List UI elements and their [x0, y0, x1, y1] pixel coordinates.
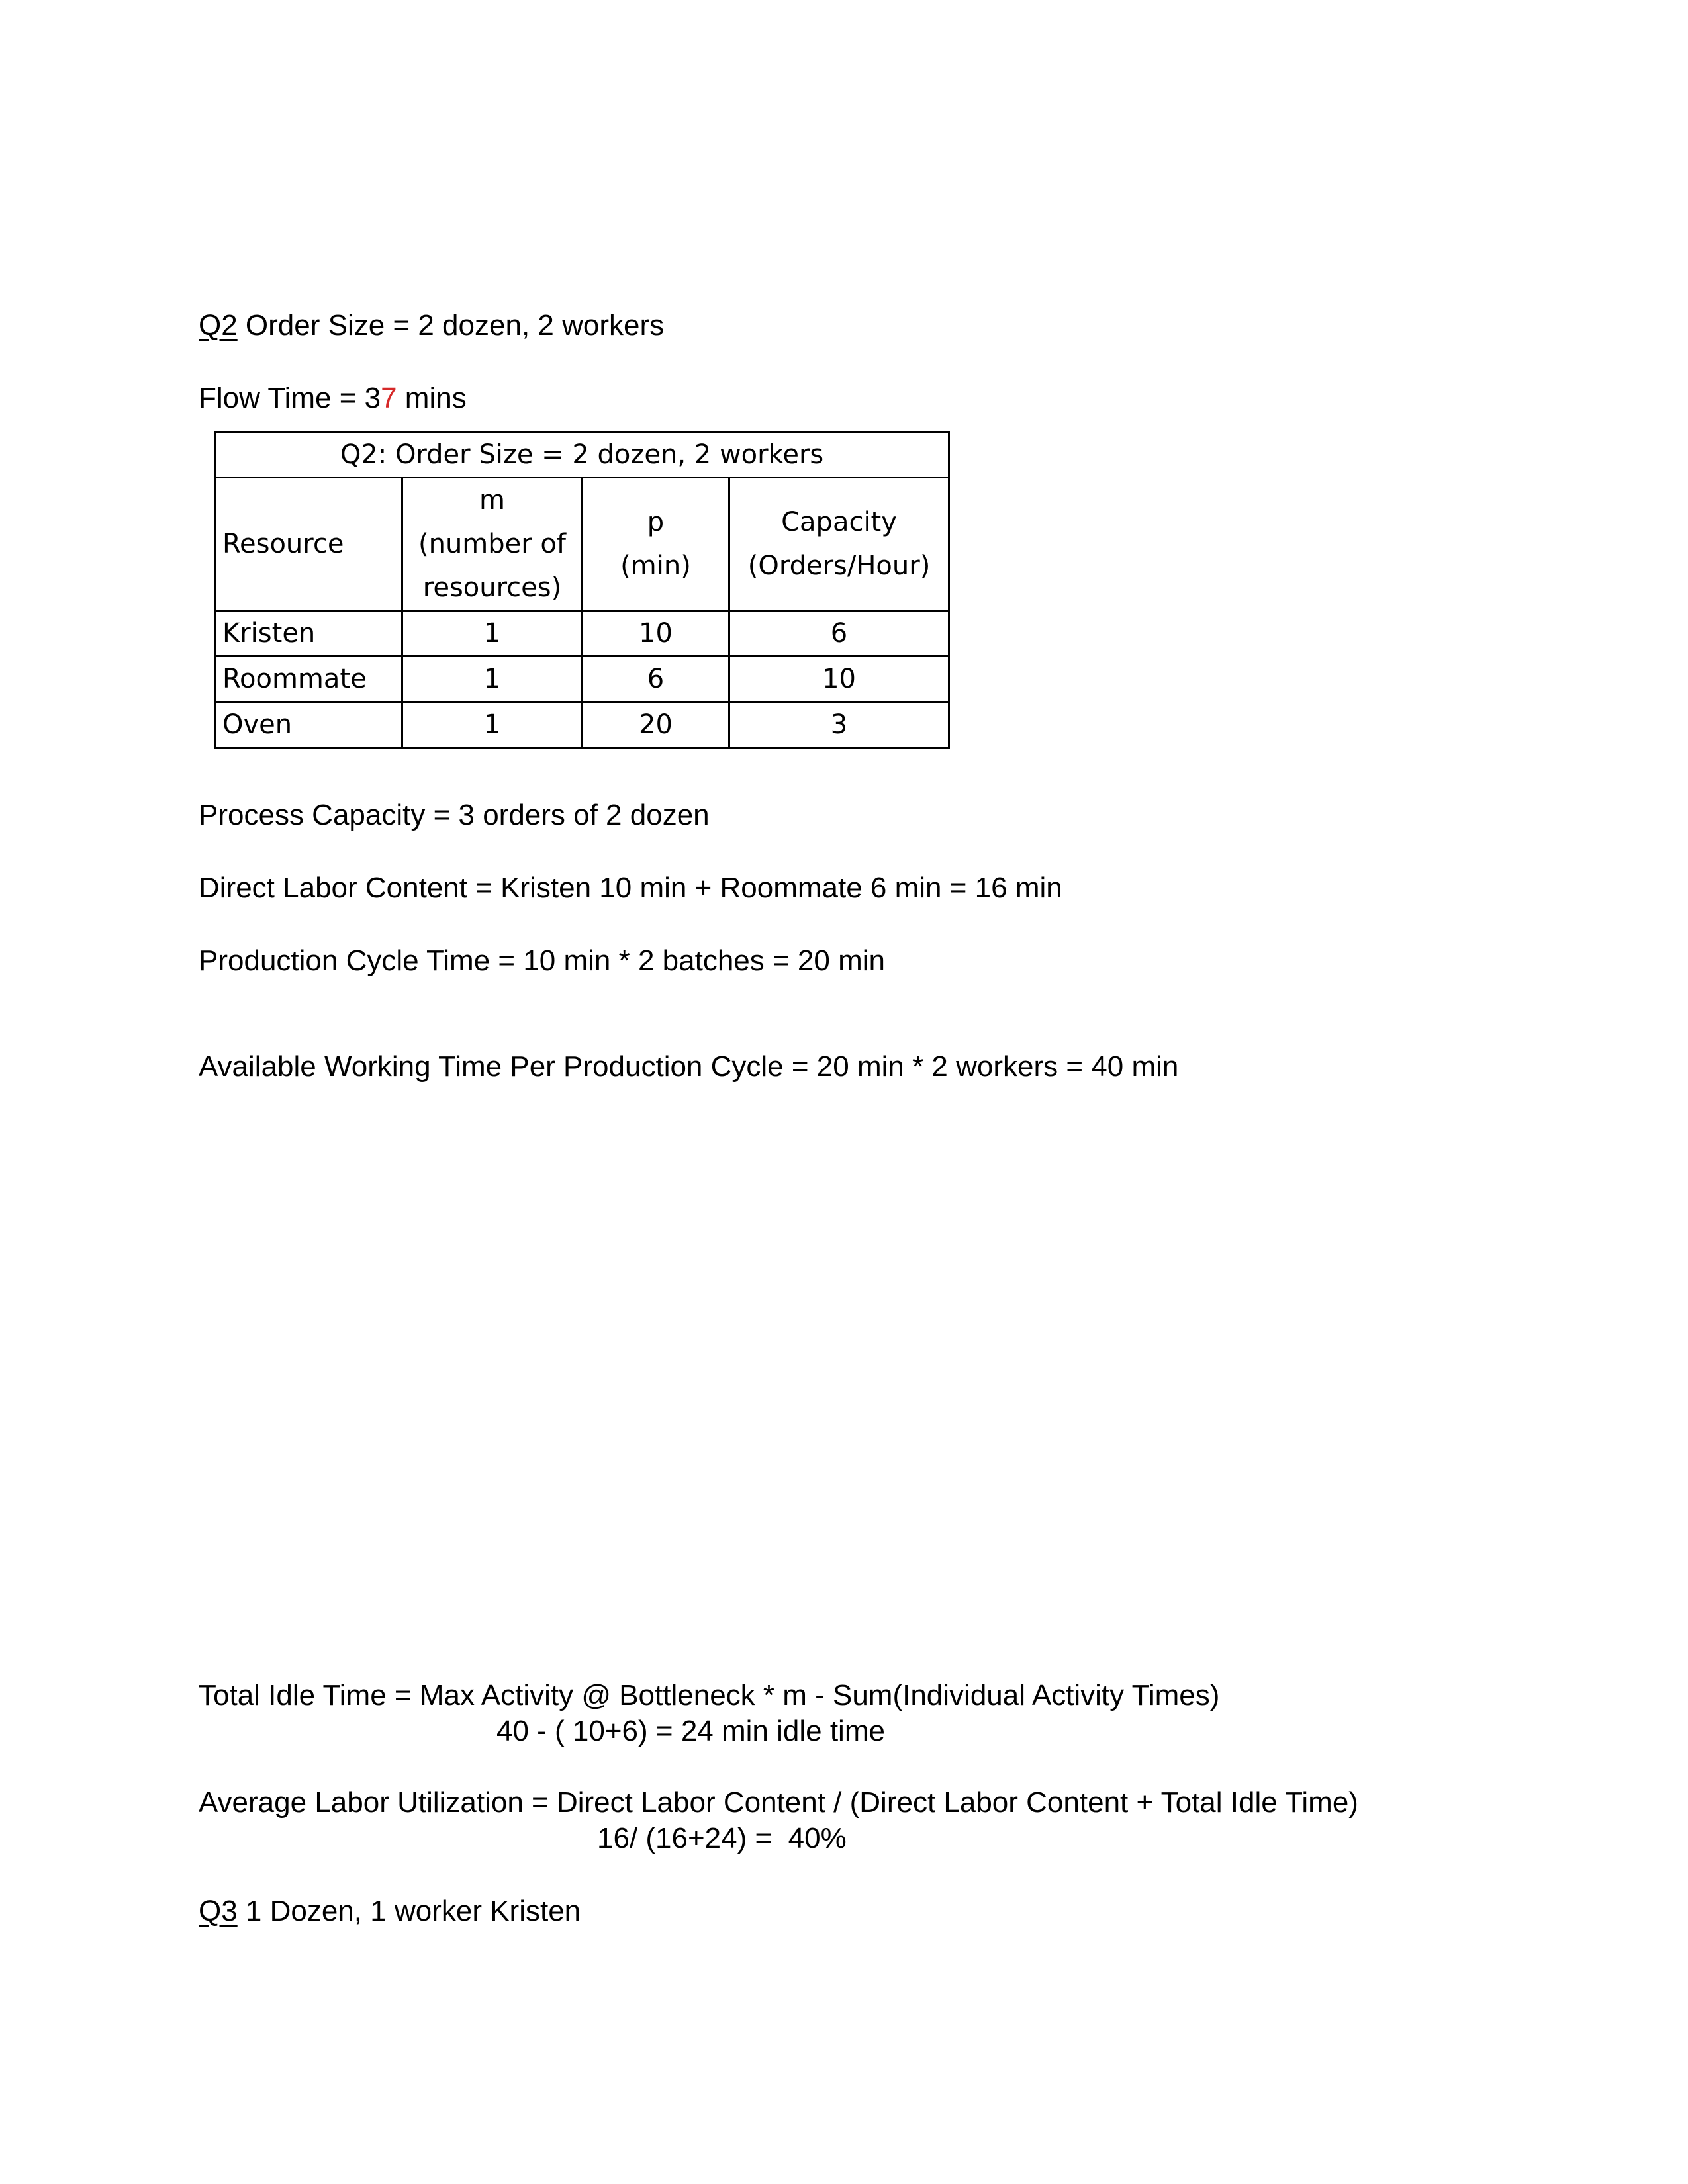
- q3-label: Q3: [199, 1895, 238, 1927]
- production-cycle-time: Production Cycle Time = 10 min * 2 batches = 20 min: [199, 944, 885, 977]
- cell-resource: Roommate: [215, 657, 402, 702]
- cell-capacity: 3: [729, 702, 949, 748]
- cell-m: 1: [402, 702, 583, 748]
- header-capacity: Capacity (Orders/Hour): [729, 478, 949, 611]
- flow-time-prefix: Flow Time = 3: [199, 382, 381, 414]
- q2-heading-text: Order Size = 2 dozen, 2 workers: [237, 309, 665, 341]
- available-working-time: Available Working Time Per Production Cycle = 20 min * 2 workers = 40 min: [199, 1050, 1179, 1083]
- cell-resource: Oven: [215, 702, 402, 748]
- cell-m: 1: [402, 611, 583, 657]
- q2-heading: [199, 311, 664, 340]
- process-capacity: Process Capacity = 3 orders of 2 dozen: [199, 799, 710, 831]
- cell-capacity: 6: [729, 611, 949, 657]
- cell-p: 20: [583, 702, 729, 748]
- header-m: m (number of resources): [402, 478, 583, 611]
- flow-time: [199, 384, 467, 413]
- direct-labor-content: Direct Labor Content = Kristen 10 min + Roommate 6 min = 16 min: [199, 872, 1062, 904]
- table-row: [215, 611, 949, 657]
- q3-heading: [199, 1897, 581, 1926]
- cell-resource: Kristen: [215, 611, 402, 657]
- resource-table: [214, 431, 950, 749]
- labor-utilization-formula: Average Labor Utilization = Direct Labor Content / (Direct Labor Content + Total Idle Time): [199, 1786, 1358, 1819]
- table-row: [215, 657, 949, 702]
- flow-time-suffix: mins: [397, 382, 467, 414]
- table-header-row: [215, 478, 949, 611]
- header-resource: Resource: [215, 478, 402, 611]
- flow-time-red-digit: 7: [381, 382, 397, 414]
- table-title-row: [215, 432, 949, 478]
- q3-heading-text: 1 Dozen, 1 worker Kristen: [237, 1895, 581, 1927]
- table-row: [215, 702, 949, 748]
- labor-utilization-value: 16/ (16+24) = 40%: [597, 1822, 847, 1854]
- cell-capacity: 10: [729, 657, 949, 702]
- q2-label: Q2: [199, 309, 238, 341]
- header-p: p (min): [583, 478, 729, 611]
- table-title: Q2: Order Size = 2 dozen, 2 workers: [215, 432, 949, 478]
- cell-p: 10: [583, 611, 729, 657]
- total-idle-time-value: 40 - ( 10+6) = 24 min idle time: [496, 1715, 885, 1747]
- cell-p: 6: [583, 657, 729, 702]
- total-idle-time-formula: Total Idle Time = Max Activity @ Bottleneck * m - Sum(Individual Activity Times): [199, 1679, 1220, 1711]
- cell-m: 1: [402, 657, 583, 702]
